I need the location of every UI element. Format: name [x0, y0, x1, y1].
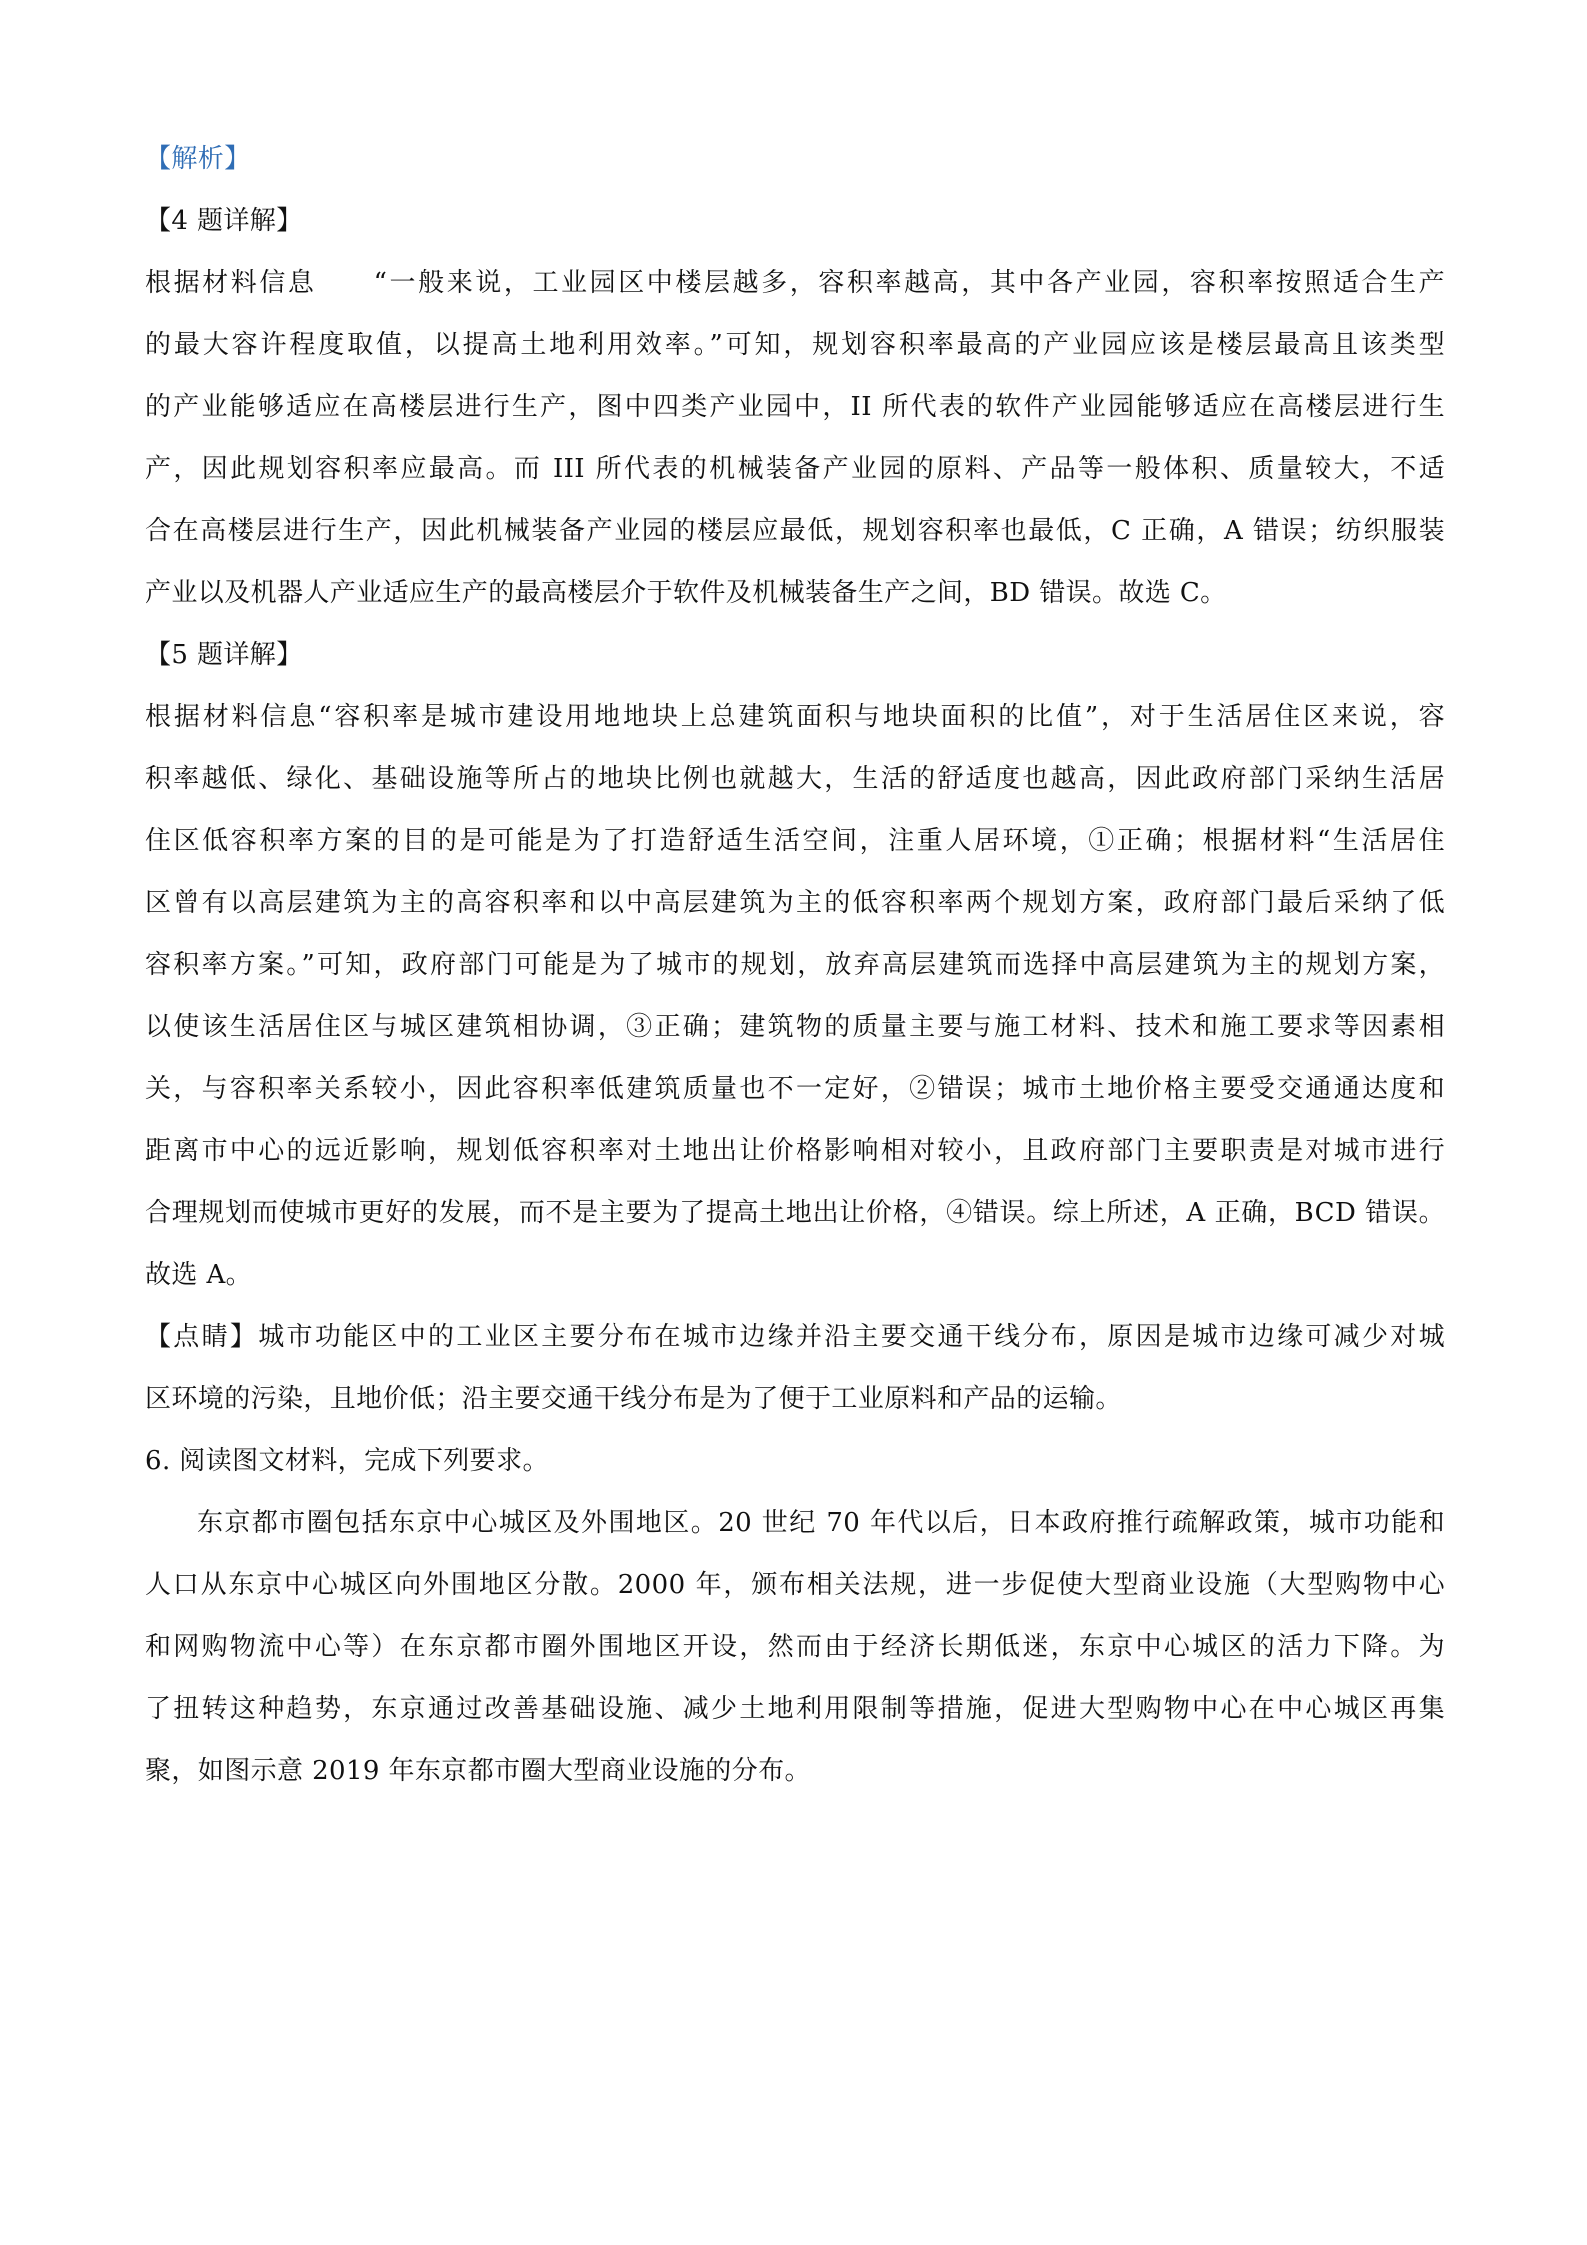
q5-line-8: 距离市中心的远近影响，规划低容积率对土地出让价格影响相对较小，且政府部门主要职责是对城市进行 — [145, 1136, 1445, 1166]
q6-line-1: 东京都市圈包括东京中心城区及外围地区。20 世纪 70 年代以后，日本政府推行疏解政策，城市功能和 — [197, 1508, 1445, 1538]
q4-line-4: 产，因此规划容积率应最高。而 III 所代表的机械装备产业园的原料、产品等一般体积、质量较大，不适 — [145, 454, 1445, 484]
q5-line-9: 合理规划而使城市更好的发展，而不是主要为了提高土地出让价格，④错误。综上所述，A 正确，BCD 错误。 — [145, 1198, 1445, 1228]
q5-line-3: 住区低容积率方案的目的是可能是为了打造舒适生活空间，注重人居环境，①正确；根据材料“生活居住 — [145, 826, 1445, 856]
q6-line-2: 人口从东京中心城区向外围地区分散。2000 年，颁布相关法规，进一步促使大型商业设施（大型购物中心 — [145, 1570, 1445, 1600]
q6-line-3: 和网购物流中心等）在东京都市圈外围地区开设，然而由于经济长期低迷，东京中心城区的活力下降。为 — [145, 1632, 1445, 1662]
analysis-label: 【解析】 — [145, 144, 251, 174]
q5-line-10: 故选 A。 — [145, 1260, 253, 1290]
q4-line-2: 的最大容许程度取值，以提高土地利用效率。”可知，规划容积率最高的产业园应该是楼层最高且该类型 — [145, 330, 1445, 360]
document-page — [145, 128, 1445, 1802]
q4-line-6: 产业以及机器人产业适应生产的最高楼层介于软件及机械装备生产之间，BD 错误。故选 C。 — [145, 578, 1227, 608]
q6-line-4: 了扭转这种趋势，东京通过改善基础设施、减少土地利用限制等措施，促进大型购物中心在中心城区再集 — [145, 1694, 1445, 1724]
q5-line-1: 根据材料信息“容积率是城市建设用地地块上总建筑面积与地块面积的比值”，对于生活居住区来说，容 — [145, 702, 1445, 732]
q6-heading: 6. 阅读图文材料，完成下列要求。 — [145, 1446, 549, 1476]
tip-line-1-text: 城市功能区中的工业区主要分布在城市边缘并沿主要交通干线分布，原因是城市边缘可减少对城 — [258, 1322, 1445, 1352]
q5-line-6: 以使该生活居住区与城区建筑相协调，③正确；建筑物的质量主要与施工材料、技术和施工要求等因素相 — [145, 1012, 1445, 1042]
q5-line-4: 区曾有以高层建筑为主的高容积率和以中高层建筑为主的低容积率两个规划方案，政府部门最后采纳了低 — [145, 888, 1445, 918]
tip-heading: 【点睛】 — [145, 1322, 259, 1352]
q4-heading: 【4 题详解】 — [145, 206, 303, 236]
q4-line-3: 的产业能够适应在高楼层进行生产，图中四类产业园中，II 所代表的软件产业园能够适应在高楼层进行生 — [145, 392, 1445, 422]
q5-line-7: 关，与容积率关系较小，因此容积率低建筑质量也不一定好，②错误；城市土地价格主要受交通通达度和 — [145, 1074, 1445, 1104]
q4-line-1: 根据材料信息 “一般来说，工业园区中楼层越多，容积率越高，其中各产业园，容积率按照适合生产 — [145, 268, 1445, 298]
q5-heading: 【5 题详解】 — [145, 640, 303, 670]
tip-line-1 — [145, 1306, 1445, 1368]
q6-line-5: 聚，如图示意 2019 年东京都市圈大型商业设施的分布。 — [145, 1756, 811, 1786]
tip-line-2: 区环境的污染，且地价低；沿主要交通干线分布是为了便于工业原料和产品的运输。 — [145, 1384, 1122, 1414]
q5-line-5: 容积率方案。”可知，政府部门可能是为了城市的规划，放弃高层建筑而选择中高层建筑为主的规划方案， — [145, 950, 1445, 980]
q4-line-5: 合在高楼层进行生产，因此机械装备产业园的楼层应最低，规划容积率也最低，C 正确，A 错误；纺织服装 — [145, 516, 1445, 546]
q5-line-2: 积率越低、绿化、基础设施等所占的地块比例也就越大，生活的舒适度也越高，因此政府部门采纳生活居 — [145, 764, 1445, 794]
